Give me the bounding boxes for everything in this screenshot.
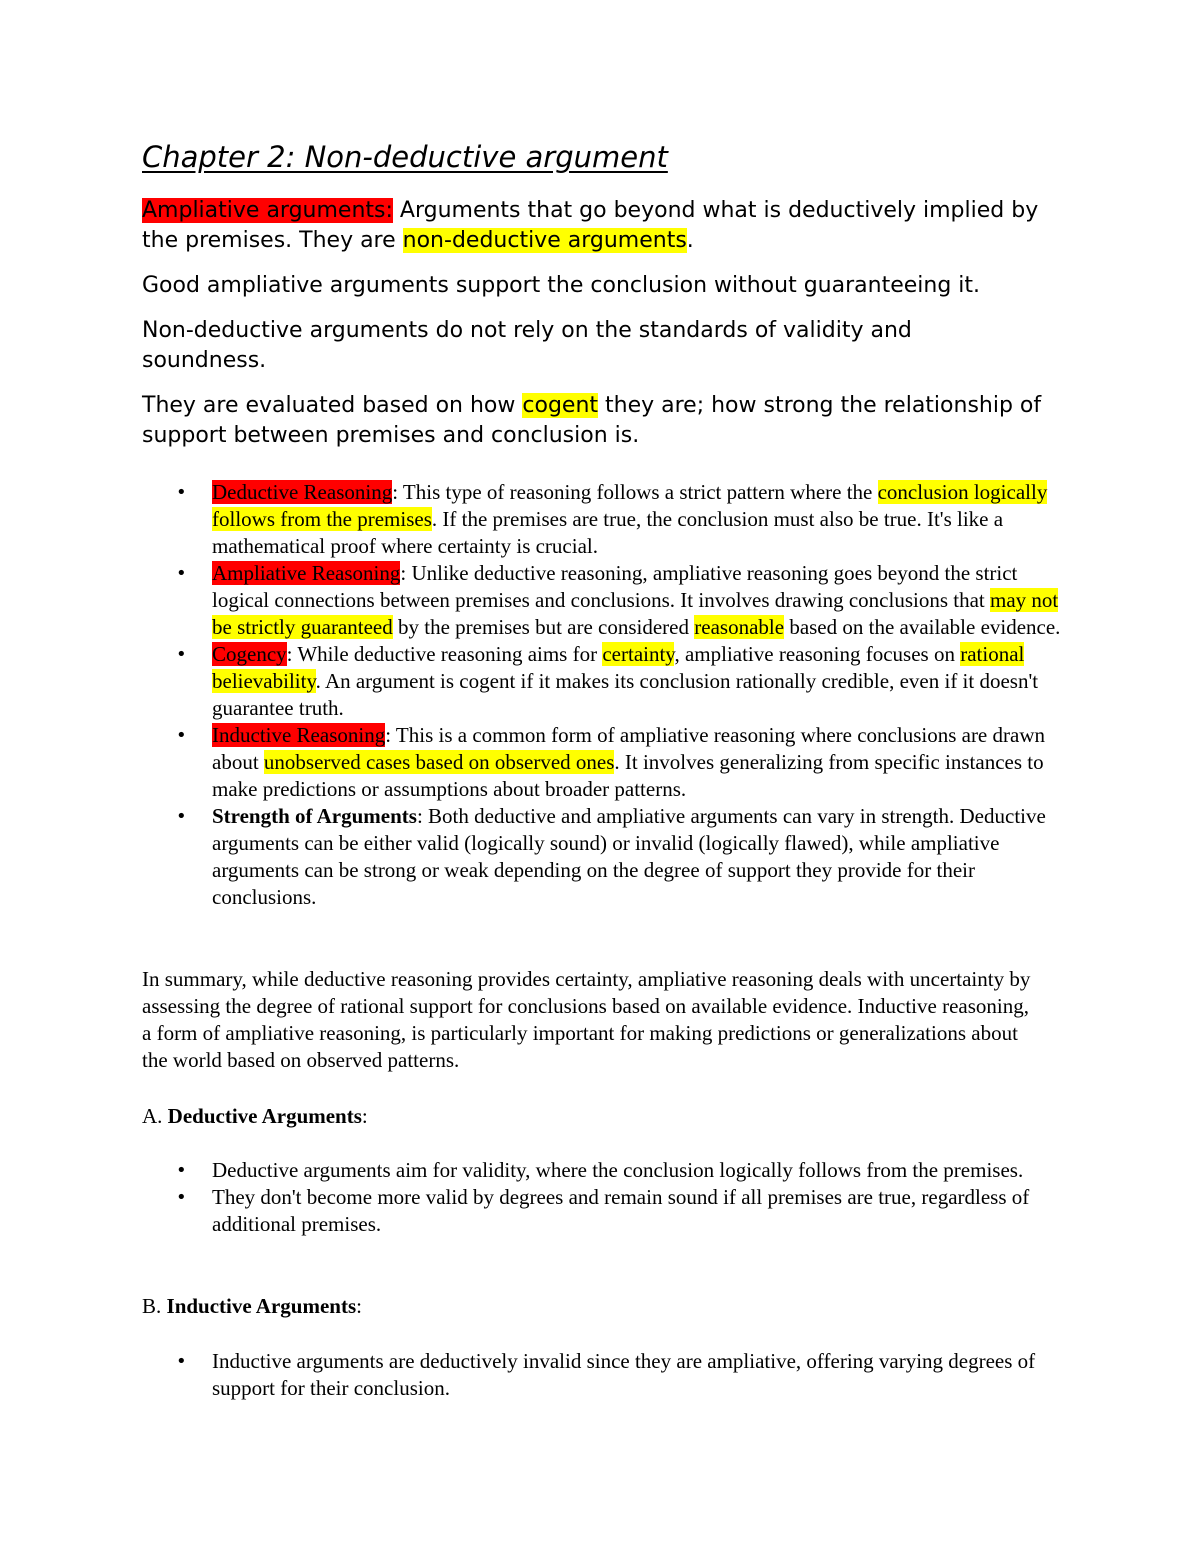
text-run: Deductive arguments aim for validity, where the conclusion logically follows from the premises. [212, 1158, 1024, 1182]
intro-paragraph-non-deductive: Non-deductive arguments do not rely on the standards of validity and soundness. [142, 318, 912, 373]
section-letter: A. [142, 1104, 168, 1128]
list-item [142, 803, 1072, 911]
text-run: They are evaluated based on how [142, 393, 523, 418]
highlighted-phrase: may not be strictly guaranteed [212, 588, 1059, 639]
bullet-icon: • [176, 563, 187, 584]
text-run: : This is a common form of ampliative reasoning where conclusions are drawn about [212, 723, 1045, 774]
list-item [142, 1348, 1072, 1402]
intro-paragraph-good-ampliative: Good ampliative arguments support the conclusion without guaranteeing it. [142, 273, 981, 298]
text-run: : Both deductive and ampliative arguments can vary in strength. Deductive arguments can be either valid (logically sound) or invalid (logically flawed), while ampliative arguments can be strong or weak depending on the degree of support they provide for their conclusions. [212, 804, 1046, 909]
highlighted-term: Cogency [212, 642, 287, 666]
section-title: Deductive Arguments [167, 1104, 362, 1128]
text-run: based on the available evidence. [784, 615, 1061, 639]
intro-paragraph-ampliative [142, 196, 1042, 256]
text-run: They don't become more valid by degrees and remain sound if all premises are true, regardless of additional premises. [212, 1185, 1030, 1236]
section-title: Inductive Arguments [166, 1294, 357, 1318]
highlighted-term: Deductive Reasoning [212, 480, 393, 504]
highlighted-term: Inductive Reasoning [212, 723, 386, 747]
text-run: they are; how strong the relationship of support between premises and conclusion is. [142, 393, 1042, 448]
chapter-title: Chapter 2: Non-deductive argument [142, 140, 668, 174]
bullet-icon: • [176, 644, 187, 665]
highlighted-phrase: rational believability [212, 642, 1025, 693]
text-run: : This type of reasoning follows a strict pattern where the [392, 480, 878, 504]
list-item [142, 479, 1072, 560]
section-letter: B. [142, 1294, 167, 1318]
bullet-icon: • [176, 1160, 187, 1181]
inductive-arguments-list [142, 1348, 1072, 1402]
deductive-arguments-list [142, 1157, 1072, 1238]
text-run: by the premises but are considered [392, 615, 695, 639]
text-run: . If the premises are true, the conclusion must also be true. It's like a mathematical proof where certainty is crucial. [212, 507, 1004, 558]
text-run: : While deductive reasoning aims for [286, 642, 603, 666]
highlighted-phrase: unobserved cases based on observed ones [263, 750, 615, 774]
text-run: : Unlike deductive reasoning, ampliative reasoning goes beyond the strict logical connections between premises and conclusions. It involves drawing conclusions that [212, 561, 1018, 612]
text-run: . [686, 228, 694, 253]
list-item [142, 560, 1072, 641]
highlighted-phrase: non-deductive arguments [402, 228, 687, 253]
bullet-icon: • [176, 1351, 187, 1372]
highlighted-phrase: certainty [602, 642, 675, 666]
highlighted-phrase: reasonable [694, 615, 785, 639]
text-run: : [356, 1294, 362, 1318]
text-run: . It involves generalizing from specific instances to make predictions or assumptions about broader patterns. [212, 750, 1044, 801]
text-run: Inductive arguments are deductively invalid since they are ampliative, offering varying degrees of support for their conclusion. [212, 1349, 1036, 1400]
highlighted-term: Ampliative arguments: [142, 198, 393, 223]
section-a-heading [142, 1103, 1042, 1130]
text-run: . An argument is cogent if it makes its conclusion rationally credible, even if it doesn't guarantee truth. [212, 669, 1039, 720]
reasoning-bullet-list [142, 479, 1072, 911]
bullet-icon: • [176, 1187, 187, 1208]
highlighted-phrase: cogent [522, 393, 599, 418]
text-run: : [361, 1104, 368, 1128]
summary-paragraph: In summary, while deductive reasoning provides certainty, ampliative reasoning deals with uncertainty by assessing the degree of rational support for conclusions based on available evidence. Inductive reasoning, a form of ampliative reasoning, is particularly important for making predictions or generalizations about the world based on observed patterns. [142, 967, 1031, 1072]
bold-term: Strength of Arguments [212, 804, 417, 828]
list-item [142, 1157, 1072, 1184]
intro-paragraph-evaluation [142, 391, 1042, 451]
text-run: Arguments that go beyond what is deductively implied by the premises. They are [142, 198, 1039, 253]
list-item [142, 722, 1072, 803]
section-b-heading [142, 1293, 1042, 1320]
highlighted-term: Ampliative Reasoning [212, 561, 401, 585]
text-run: , ampliative reasoning focuses on [674, 642, 961, 666]
bullet-icon: • [176, 806, 187, 827]
bullet-icon: • [176, 482, 187, 503]
list-item [142, 641, 1072, 722]
highlighted-phrase: conclusion logically follows from the premises [212, 480, 1048, 531]
list-item [142, 1184, 1072, 1238]
bullet-icon: • [176, 725, 187, 746]
